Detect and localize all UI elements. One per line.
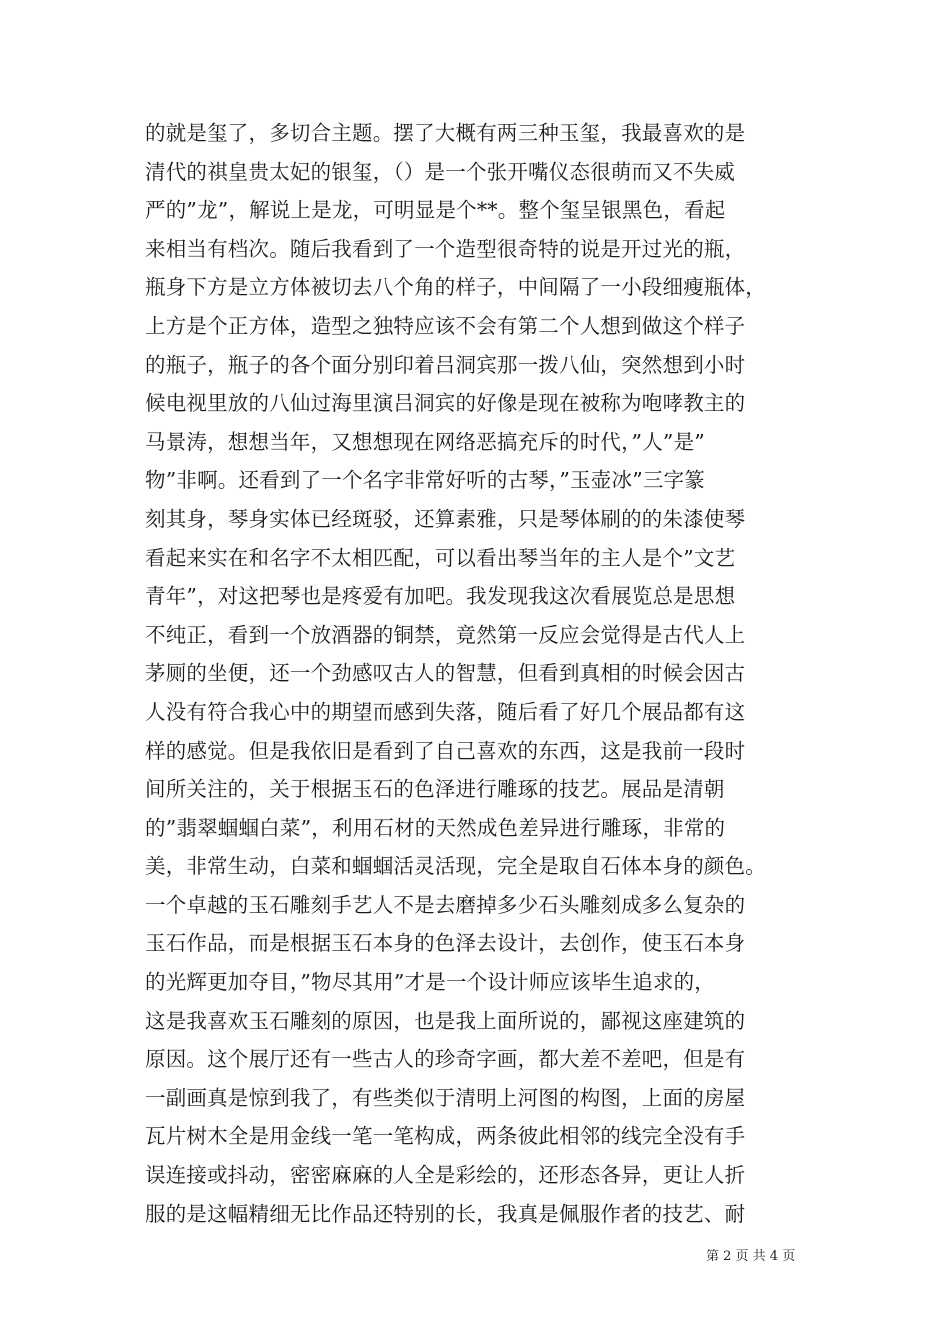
text-line: 美，非常生动，白菜和蝈蝈活灵活现，完全是取自石体本身的颜色。: [145, 854, 766, 879]
text-line: 瓶身下方是立方体被切去八个角的样子，中间隔了一小段细瘦瓶体，: [145, 275, 766, 300]
text-line: 一副画真是惊到我了，有些类似于清明上河图的构图，上面的房屋: [145, 1085, 746, 1110]
text-line: 人没有符合我心中的期望而感到失落，随后看了好几个展品都有这: [145, 699, 746, 724]
text-line: 的光辉更加夺目，”物尽其用”才是一个设计师应该毕生追求的，: [145, 970, 716, 995]
text-line: 误连接或抖动，密密麻麻的人全是彩绘的，还形态各异，更让人折: [145, 1163, 746, 1188]
text-line: 服的是这幅精细无比作品还特别的长，我真是佩服作者的技艺、耐: [145, 1201, 746, 1226]
text-line: 清代的祺皇贵太妃的银玺，（）是一个张开嘴仪态很萌而又不失威: [145, 159, 736, 184]
text-line: 这是我喜欢玉石雕刻的原因，也是我上面所说的，鄙视这座建筑的: [145, 1008, 746, 1033]
text-line: 间所关注的，关于根据玉石的色泽进行雕琢的技艺。展品是清朝: [145, 777, 725, 802]
text-line: 瓦片树木全是用金线一笔一笔构成，两条彼此相邻的线完全没有手: [145, 1124, 746, 1149]
text-line: 看起来实在和名字不太相匹配，可以看出琴当年的主人是个”文艺: [145, 545, 736, 570]
text-line: 青年”，对这把琴也是疼爱有加吧。我发现我这次看展览总是思想: [145, 584, 736, 609]
body-text: [145, 114, 810, 1233]
text-line: 不纯正，看到一个放酒器的铜禁，竟然第一反应会觉得是古代人上: [145, 622, 746, 647]
text-line: 一个卓越的玉石雕刻手艺人不是去磨掉多少石头雕刻成多么复杂的: [145, 892, 746, 917]
text-line: 原因。这个展厅还有一些古人的珍奇字画，都大差不差吧，但是有: [145, 1047, 746, 1072]
text-line: 物”非啊。还看到了一个名字非常好听的古琴，”玉壶冰”三字篆: [145, 468, 705, 493]
text-line: 刻其身，琴身实体已经斑驳，还算素雅，只是琴体刷的的朱漆使琴: [145, 506, 746, 531]
text-line: 上方是个正方体，造型之独特应该不会有第二个人想到做这个样子: [145, 313, 746, 338]
text-line: 样的感觉。但是我依旧是看到了自己喜欢的东西，这是我前一段时: [145, 738, 746, 763]
page-number: 第 2 页 共 4 页: [706, 1249, 796, 1264]
text-line: 茅厕的坐便，还一个劲感叹古人的智慧，但看到真相的时候会因古: [145, 661, 746, 686]
text-line: 的”翡翠蝈蝈白菜”，利用石材的天然成色差异进行雕琢，非常的: [145, 815, 726, 840]
text-line: 来相当有档次。随后我看到了一个造型很奇特的说是开过光的瓶，: [145, 236, 746, 261]
text-line: 玉石作品，而是根据玉石本身的色泽去设计，去创作，使玉石本身: [145, 931, 746, 956]
text-line: 的瓶子，瓶子的各个面分别印着吕洞宾那一拨八仙，突然想到小时: [145, 352, 746, 377]
text-line: 严的”龙”，解说上是龙，可明显是个**。整个玺呈银黑色，看起: [145, 198, 726, 223]
text-line: 候电视里放的八仙过海里演吕洞宾的好像是现在被称为咆哮教主的: [145, 391, 746, 416]
text-line: 的就是玺了，多切合主题。摆了大概有两三种玉玺，我最喜欢的是: [145, 121, 746, 145]
text-line: 马景涛，想想当年，又想想现在网络恶搞充斥的时代，”人”是”: [145, 429, 705, 454]
